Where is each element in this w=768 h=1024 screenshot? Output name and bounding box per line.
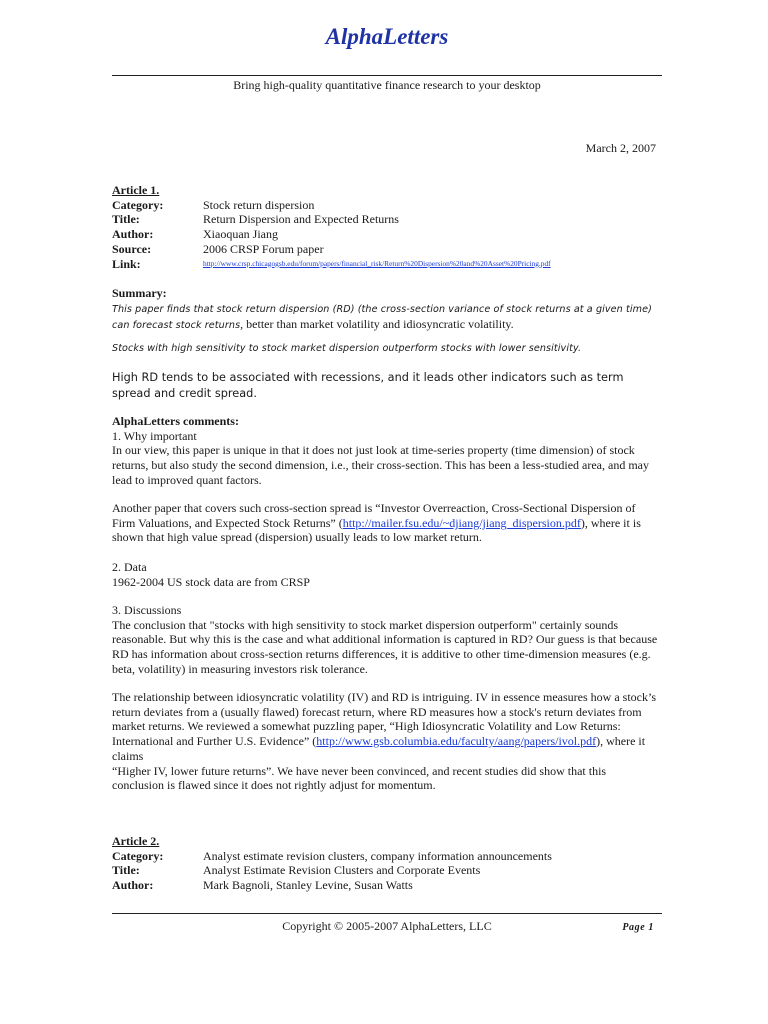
issue-date: March 2, 2007 — [585, 141, 656, 155]
comment-3b-text-post: , where it claims — [112, 734, 646, 763]
article1-link[interactable]: http://www.crsp.chicagogsb.edu/forum/papers/financial_risk/Return%20Dispersion%20and%20Asset%20Pricing.pdf — [203, 258, 551, 268]
author-label: Author: — [112, 878, 154, 893]
comment-3-text: The conclusion that "stocks with high sensitivity to stock market dispersion outperform" certainly sounds reasonable. But why this is the case and what additional information is captured in RD? Our guess is that because RD has information about cross-section returns differences, it is additive to other time-dimension measures (e.g. beta, volatility) in measuring investors risk tolerance. — [112, 617, 658, 676]
comment-1b — [112, 501, 660, 545]
brand-title: AlphaLetters — [325, 24, 449, 49]
article1-heading: Article 1. — [112, 183, 160, 197]
summary-heading: Summary: — [112, 286, 167, 300]
comments-section — [112, 414, 660, 488]
page-number: Page 1 — [622, 922, 654, 933]
summary-paragraph-2 — [112, 342, 660, 357]
summary-section — [112, 286, 660, 334]
summary-text: , better than market volatility and idiosyncratic volatility. — [240, 317, 514, 332]
comment-2 — [112, 560, 660, 589]
copyright-text: Copyright © 2005-2007 AlphaLetters, LLC — [282, 919, 492, 933]
article2-author: Mark Bagnoli, Stanley Levine, Susan Watts — [203, 878, 413, 893]
summary-recessions-text: High RD tends to be associated with recessions, and it leads other indicators such as term spread and credit spread. — [112, 371, 624, 400]
article1-author: Xiaoquan Jiang — [203, 227, 278, 242]
footer-rule — [112, 913, 662, 914]
article2-title: Analyst Estimate Revision Clusters and Corporate Events — [203, 863, 481, 878]
summary-paragraph-3 — [112, 370, 660, 401]
comment-3c-text: “Higher IV, lower future returns”. We have never been convinced, and recent studies did show that this conclusion is flawed since it does not rightly adjust for momentum. — [112, 763, 607, 793]
category-label: Category: — [112, 848, 164, 863]
article1-meta — [112, 183, 551, 271]
title-label: Title: — [112, 863, 140, 878]
comment-1-heading: 1. Why important — [112, 428, 197, 443]
author-label: Author: — [112, 227, 154, 242]
ivol-paper-link[interactable]: http://www.gsb.columbia.edu/faculty/aang/papers/ivol.pdf — [316, 734, 597, 749]
source-label: Source: — [112, 241, 152, 256]
article1-source: 2006 CRSP Forum paper — [203, 241, 324, 256]
comment-1-text: In our view, this paper is unique in that it does not just look at time-series property (time dimension) of stock returns, but also study the second dimension, i.e., their cross-section. This has been a less-studied area, and may lead to improved quant factors. — [112, 443, 649, 487]
summary-italic-text: This paper finds that stock return dispersion (RD) (the cross-section variance of stock returns at a given time) can forecast stock returns — [112, 303, 652, 332]
summary-italic-finding: Stocks with high sensitivity to stock market dispersion outperform stocks with lower sensitivity. — [112, 343, 582, 354]
header-rule — [112, 75, 662, 76]
comment-1b-text-pre: Another paper that covers such cross-section spread is “Investor Overreaction, Cross-Sectional Dispersion of Firm Valuations, and Expected Stock Returns” ( — [112, 501, 636, 530]
comment-3b-text-pre: The relationship between idiosyncratic volatility (IV) and RD is intriguing. IV in essence measures how a stock’s return deviates from a (usually flawed) forecast return, where RD measures how a stock's return deviates from market returns. We reviewed a somewhat puzzling paper, “High Idiosyncratic Volatility and Low Returns: International and Further U.S. Evidence” — [112, 690, 656, 749]
comment-2-text: 1962-2004 US stock data are from CRSP — [112, 574, 310, 589]
tagline: Bring high-quality quantitative finance research to your desktop — [233, 78, 541, 92]
comment-3-heading: 3. Discussions — [112, 603, 182, 617]
comments-heading: AlphaLetters comments: — [112, 414, 239, 428]
comment-3b: The relationship between idiosyncratic volatility (IV) and RD is intriguing. IV in essence measures how a stock’s return deviates from a (usually flawed) forecast return, where RD measures how a stock's return deviates from market returns. We reviewed a somewhat puzzling paper, “High Idiosyncratic Volatility and Low Returns: International and Further U.S. Evidence” (http://www.gsb.columbia.edu/faculty/aang/papers/ivol.pdf), where it claims “Higher IV, lower future returns”. We have never been convinced, and recent studies did show that this conclusion is flawed since it does not rightly adjust for momentum. — [112, 690, 660, 793]
link-label: Link: — [112, 256, 141, 271]
article1-category: Stock return dispersion — [203, 197, 315, 212]
comment-1b-text-post: ), where it is shown that high value spread (dispersion) usually leads to low market return. — [112, 515, 641, 545]
comment-2-heading: 2. Data — [112, 560, 147, 574]
dispersion-paper-link[interactable]: http://mailer.fsu.edu/~djiang/jiang_dispersion.pdf — [342, 515, 581, 530]
category-label: Category: — [112, 197, 164, 212]
page-footer — [112, 919, 662, 933]
article2-heading: Article 2. — [112, 834, 160, 848]
article1-title: Return Dispersion and Expected Returns — [203, 212, 399, 227]
comment-3 — [112, 603, 660, 677]
article2-category: Analyst estimate revision clusters, company information announcements — [203, 848, 552, 863]
masthead — [112, 22, 662, 52]
title-label: Title: — [112, 212, 140, 227]
article2-meta — [112, 834, 552, 893]
